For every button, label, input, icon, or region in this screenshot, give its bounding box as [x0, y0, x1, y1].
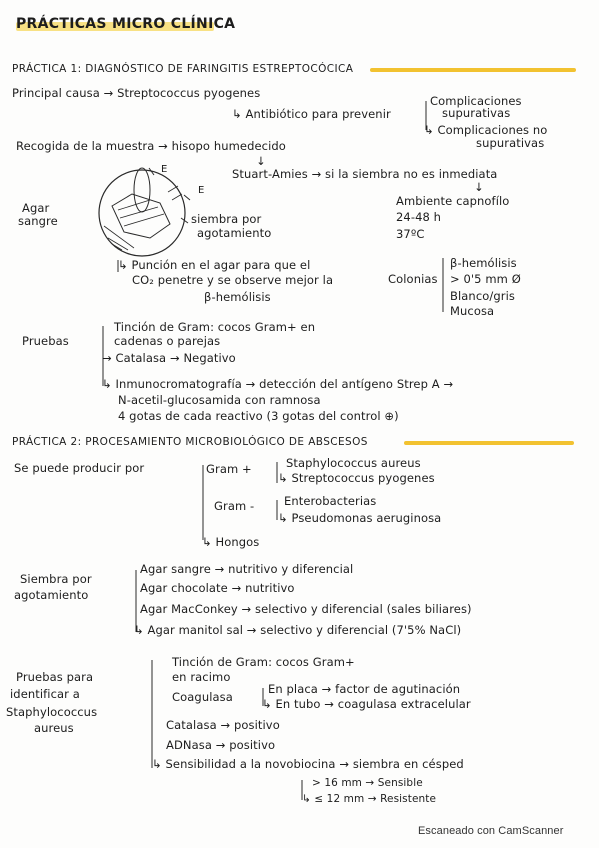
- catalasa-p1: → Catalasa → Negativo: [102, 351, 236, 365]
- coagulasa-label: Coagulasa: [172, 690, 233, 704]
- practica-2-heading: PRÁCTICA 2: PROCESAMIENTO MICROBIOLÓGICO DE ABSCESOS: [12, 436, 368, 448]
- pruebas-identificar-2: identificar a: [10, 687, 80, 701]
- agar-item: Agar chocolate → nutritivo: [140, 581, 295, 595]
- colonia-item: β-hemólisis: [450, 256, 517, 270]
- puncion-line-1: ↳ Punción en el agar para que el: [118, 258, 311, 272]
- recogida-muestra: Recogida de la muestra → hisopo humedecido: [16, 139, 286, 153]
- inmuno-line-2: N-acetil-glucosamida con ramnosa: [118, 393, 321, 407]
- catalasa-p2: Catalasa → positivo: [166, 718, 280, 732]
- agar-label-2: sangre: [18, 214, 58, 228]
- pruebas-label: Pruebas: [22, 334, 69, 348]
- arrow-down-ambiente: ↓: [474, 180, 484, 194]
- tincion-gram-p2-2: en racimo: [172, 670, 231, 684]
- puncion-line-3: β-hemólisis: [204, 290, 271, 304]
- incubacion-horas: 24-48 h: [396, 210, 442, 224]
- sensible-threshold: > 16 mm → Sensible: [312, 777, 423, 789]
- streptococcus-pyogenes: ↳ Streptococcus pyogenes: [278, 471, 435, 485]
- pruebas-identificar-3: Staphylococcus: [6, 705, 98, 719]
- siembra-por: siembra por: [191, 212, 262, 226]
- plate-label-e-top: E: [161, 164, 168, 175]
- staphylococcus-aureus: Staphylococcus aureus: [286, 456, 421, 470]
- incubacion-temperatura: 37ºC: [396, 227, 425, 241]
- coagulasa-tubo: ↳ En tubo → coagulasa extracelular: [262, 697, 471, 711]
- pruebas-identificar-1: Pruebas para: [16, 670, 94, 684]
- adnasa-p2: ADNasa → positivo: [166, 738, 276, 752]
- colonia-item: Mucosa: [450, 304, 495, 318]
- pseudomonas: ↳ Pseudomonas aeruginosa: [278, 511, 442, 525]
- complicaciones-nosup-2: supurativas: [476, 136, 545, 150]
- plate-label-e-right: E: [198, 185, 205, 196]
- gram-positivo: Gram +: [206, 462, 252, 476]
- arrow-down-stuart: ↓: [256, 154, 266, 168]
- camscanner-footer: Escaneado con CamScanner: [418, 825, 564, 837]
- agar-plate-drawing: [99, 168, 190, 256]
- principal-causa: Principal causa → Streptococcus pyogenes: [12, 86, 261, 100]
- tincion-gram-2: cadenas o parejas: [114, 334, 221, 348]
- agotamiento-p2: agotamiento: [14, 588, 89, 602]
- tincion-gram-1: Tinción de Gram: cocos Gram+ en: [114, 320, 316, 334]
- ambiente-capnofilo: Ambiente capnofílo: [396, 194, 510, 208]
- puncion-line-2: CO₂ penetre y se observe mejor la: [132, 273, 334, 287]
- colonia-item: Blanco/gris: [450, 289, 515, 303]
- practica-1-heading: PRÁCTICA 1: DIAGNÓSTICO DE FARINGITIS ESTREPTOCÓCICA: [12, 63, 354, 75]
- tincion-gram-p2-1: Tinción de Gram: cocos Gram+: [172, 655, 355, 669]
- inmuno-line-3: 4 gotas de cada reactivo (3 gotas del control ⊕): [118, 409, 399, 423]
- hongos: ↳ Hongos: [202, 535, 260, 549]
- se-puede-producir: Se puede producir por: [14, 461, 145, 475]
- enterobacterias: Enterobacterias: [284, 494, 377, 508]
- gram-negativo: Gram -: [214, 499, 255, 513]
- practica-1-highlight: [370, 68, 576, 72]
- colonias-label: Colonias: [388, 272, 438, 286]
- agar-item: Agar sangre → nutritivo y diferencial: [140, 562, 354, 576]
- colonia-item: > 0'5 mm Ø: [450, 272, 521, 286]
- stuart-amies: Stuart-Amies → si la siembra no es inmediata: [232, 167, 498, 181]
- page-title: PRÁCTICAS MICRO CLÍNICA: [16, 16, 236, 32]
- agar-label-1: Agar: [22, 201, 50, 215]
- agar-item: Agar MacConkey → selectivo y diferencial (sales biliares): [140, 602, 472, 616]
- practica-2-highlight: [404, 441, 574, 445]
- complicaciones-sup-2: supurativas: [442, 106, 511, 120]
- sensibilidad-novobiocina: ↳ Sensibilidad a la novobiocina → siembra en césped: [152, 757, 464, 771]
- siembra-por-p2: Siembra por: [20, 572, 92, 586]
- antibiotico-text: ↳ Antibiótico para prevenir: [232, 107, 391, 121]
- pruebas-identificar-4: aureus: [34, 721, 74, 735]
- complicaciones-sup-1: Complicaciones: [430, 94, 522, 108]
- coagulasa-placa: En placa → factor de agutinación: [268, 682, 461, 696]
- complicaciones-nosup-1: ↳ Complicaciones no: [424, 123, 548, 137]
- resistente-threshold: ↳ ≤ 12 mm → Resistente: [302, 793, 437, 805]
- agar-item: ↳ Agar manitol sal → selectivo y diferencial (7'5% NaCl): [134, 623, 462, 637]
- inmuno-line-1: ↳ Inmunocromatografía → detección del antígeno Strep A →: [102, 377, 454, 391]
- siembra-agotamiento: agotamiento: [197, 226, 272, 240]
